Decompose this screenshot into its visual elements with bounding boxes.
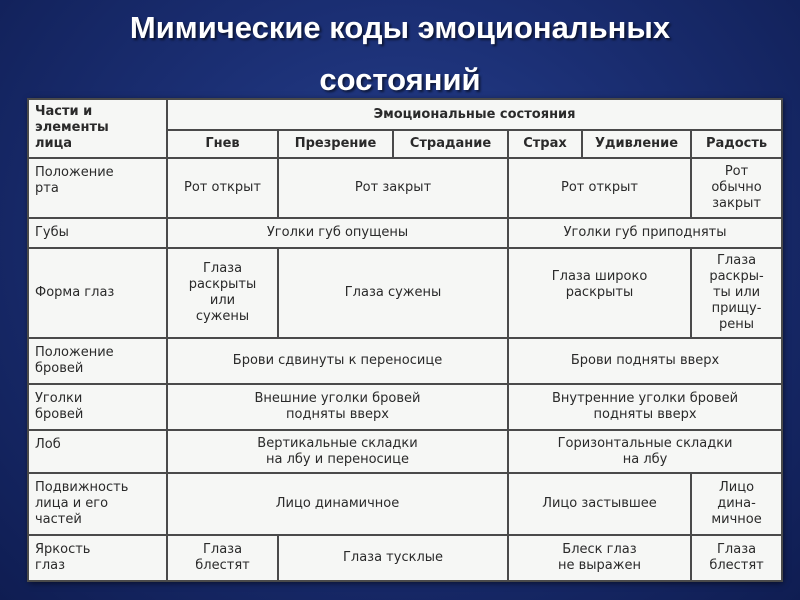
title-line-2: состояний	[319, 62, 481, 97]
table-cell: Брови подняты вверх	[508, 338, 782, 384]
table-cell: Глаза широко раскрыты	[508, 248, 691, 338]
table-cell: Рот открыт	[167, 158, 278, 218]
table-cell: Уголки губ опущены	[167, 218, 508, 248]
row-label-mouth: Положение рта	[28, 158, 167, 218]
emotion-codes-table	[27, 98, 781, 581]
table-cell: Блеск глаз не выражен	[508, 535, 691, 581]
emotion-header-joy: Радость	[691, 130, 782, 158]
table-cell: Лицо динамичное	[167, 473, 508, 535]
table-cell: Рот открыт	[508, 158, 691, 218]
table-cell: Глаза сужены	[278, 248, 508, 338]
emotion-header-fear: Страх	[508, 130, 582, 158]
row-label-brow-corners: Уголки бровей	[28, 384, 167, 430]
table-cell: Глаза раскрыты или сужены	[167, 248, 278, 338]
row-label-lips: Губы	[28, 218, 167, 248]
table-cell: Рот закрыт	[278, 158, 508, 218]
row-label-forehead: Лоб	[28, 430, 167, 473]
row-label-brow-position: Положение бровей	[28, 338, 167, 384]
title-line-1: Мимические коды эмоциональных	[129, 10, 671, 45]
emotion-header-contempt: Презрение	[278, 130, 393, 158]
emotion-header-anger: Гнев	[167, 130, 278, 158]
table-cell: Брови сдвинуты к переносице	[167, 338, 508, 384]
emotion-header-suffering: Страдание	[393, 130, 508, 158]
table-cell: Лицо дина- мичное	[691, 473, 782, 535]
table-cell: Рот обычно закрыт	[691, 158, 782, 218]
row-label-eye-shape: Форма глаз	[28, 248, 167, 338]
table-cell: Внешние уголки бровей подняты вверх	[167, 384, 508, 430]
slide-title	[0, 2, 800, 106]
table-cell: Вертикальные складки на лбу и переносице	[167, 430, 508, 473]
table-cell: Глаза раскры- ты или прищу- рены	[691, 248, 782, 338]
table-cell: Глаза блестят	[167, 535, 278, 581]
row-label-eye-brightness: Яркость глаз	[28, 535, 167, 581]
table-cell: Глаза тусклые	[278, 535, 508, 581]
emotion-header-surprise: Удивление	[582, 130, 691, 158]
row-label-face-mobility: Подвижность лица и его частей	[28, 473, 167, 535]
table-cell: Глаза блестят	[691, 535, 782, 581]
table-cell: Лицо застывшее	[508, 473, 691, 535]
corner-header: Части и элементы лица	[28, 99, 167, 158]
table-cell: Горизонтальные складки на лбу	[508, 430, 782, 473]
group-header: Эмоциональные состояния	[167, 99, 782, 130]
table-cell: Уголки губ приподняты	[508, 218, 782, 248]
table-cell: Внутренние уголки бровей подняты вверх	[508, 384, 782, 430]
